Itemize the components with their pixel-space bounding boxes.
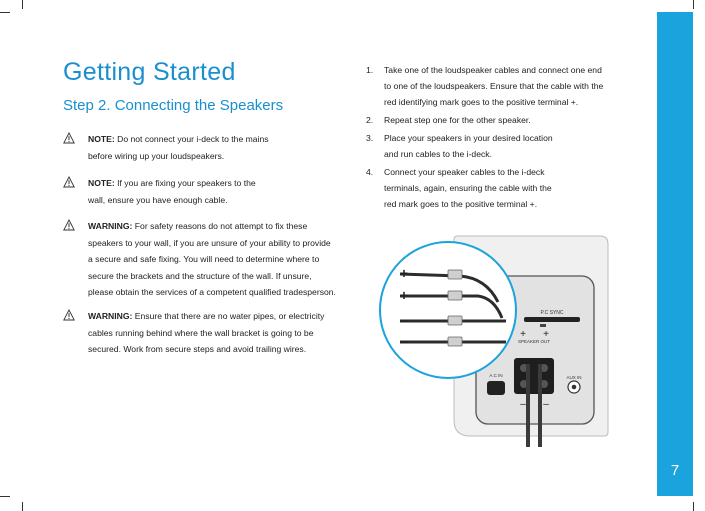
ac-in-socket <box>487 381 505 395</box>
note-line: If you are fixing your speakers to the <box>117 178 256 188</box>
step-line: terminals, again, ensuring the cable with the <box>384 182 552 193</box>
step-line: Repeat step one for the other speaker. <box>384 115 531 126</box>
polarity-mark: + <box>399 265 409 281</box>
note-line: before wiring up your loudspeakers. <box>88 150 225 161</box>
step-line: and run cables to the i-deck. <box>384 149 492 160</box>
page-number: 7 <box>670 462 680 479</box>
aux-in-label: AUX IN <box>566 375 582 380</box>
terminal-plus-right: + <box>543 329 549 340</box>
note-text <box>88 175 256 208</box>
section-subtitle: Step 2. Connecting the Speakers <box>63 97 284 114</box>
warning-triangle-icon <box>63 219 75 231</box>
speaker-terminal-block <box>514 358 554 394</box>
speaker-connection-illustration <box>378 232 618 454</box>
warning-text <box>88 308 324 358</box>
warning-line: secure the brackets and the structure of the wall. If unsure, <box>88 270 312 281</box>
terminal-minus-right: – <box>543 399 549 410</box>
warning-label: WARNING: <box>88 221 133 231</box>
warning-line: please obtain the services of a competent qualified tradesperson. <box>88 287 336 298</box>
step-item <box>366 62 603 111</box>
crop-mark <box>693 0 694 9</box>
step-line: Connect your speaker cables to the i-deck <box>384 166 545 177</box>
warning-line: cables running behind where the wall bracket is going to be <box>88 327 314 338</box>
crop-mark <box>0 496 10 497</box>
polarity-mark: + <box>399 287 409 303</box>
warning-triangle-icon <box>63 309 75 321</box>
warning-line: speakers to your wall, if you are unsure of your ability to provide <box>88 237 331 248</box>
page-sidebar <box>657 12 693 496</box>
warning-text <box>88 218 336 301</box>
warning-triangle-icon <box>63 132 75 144</box>
step-item <box>366 164 603 213</box>
warning-line: a secure and safe fixing. You will need to determine where to <box>88 254 320 265</box>
warning-line: For safety reasons do not attempt to fix these <box>134 221 308 231</box>
magnifier-circle <box>380 242 516 378</box>
speaker-out-label: SPEAKER OUT <box>517 339 551 344</box>
crop-mark <box>22 502 23 511</box>
ac-in-label: A.C IN <box>489 373 503 378</box>
port-indicator <box>540 324 546 327</box>
step-line: Place your speakers in your desired location <box>384 132 553 143</box>
step-item <box>366 130 603 162</box>
step-number: 3. <box>366 132 374 143</box>
pc-sync-label: P.C SYNC <box>540 310 564 316</box>
pc-sync-port <box>524 317 580 322</box>
step-number: 4. <box>366 166 374 177</box>
terminal-plus-left: + <box>520 329 526 340</box>
step-item <box>366 112 603 128</box>
polarity-mark: – <box>400 333 408 349</box>
crop-mark <box>22 0 23 9</box>
crop-mark <box>693 502 694 511</box>
terminal-minus-left: – <box>520 399 526 410</box>
warning-label: WARNING: <box>88 311 133 321</box>
polarity-mark: – <box>400 312 408 328</box>
warning-triangle-icon <box>63 176 75 188</box>
step-line: Take one of the loudspeaker cables and connect one end <box>384 65 602 75</box>
crop-mark <box>0 12 10 13</box>
note-line: Do not connect your i-deck to the mains <box>117 134 269 144</box>
step-line: to one of the loudspeakers. Ensure that the cable with the <box>384 81 604 92</box>
step-number: 2. <box>366 115 374 126</box>
page-title: Getting Started <box>63 58 236 86</box>
note-text <box>88 131 269 164</box>
warning-line: Ensure that there are no water pipes, or electricity <box>134 311 325 321</box>
instruction-steps <box>366 62 603 214</box>
note-label: NOTE: <box>88 134 115 144</box>
warning-line: secured. Work from secure steps and avoid trailing wires. <box>88 344 307 355</box>
step-number: 1. <box>366 65 374 75</box>
note-label: NOTE: <box>88 178 115 188</box>
step-line: red identifying mark goes to the positive terminal +. <box>384 97 579 108</box>
step-line: red mark goes to the positive terminal +. <box>384 199 538 210</box>
note-line: wall, ensure you have enough cable. <box>88 194 228 205</box>
